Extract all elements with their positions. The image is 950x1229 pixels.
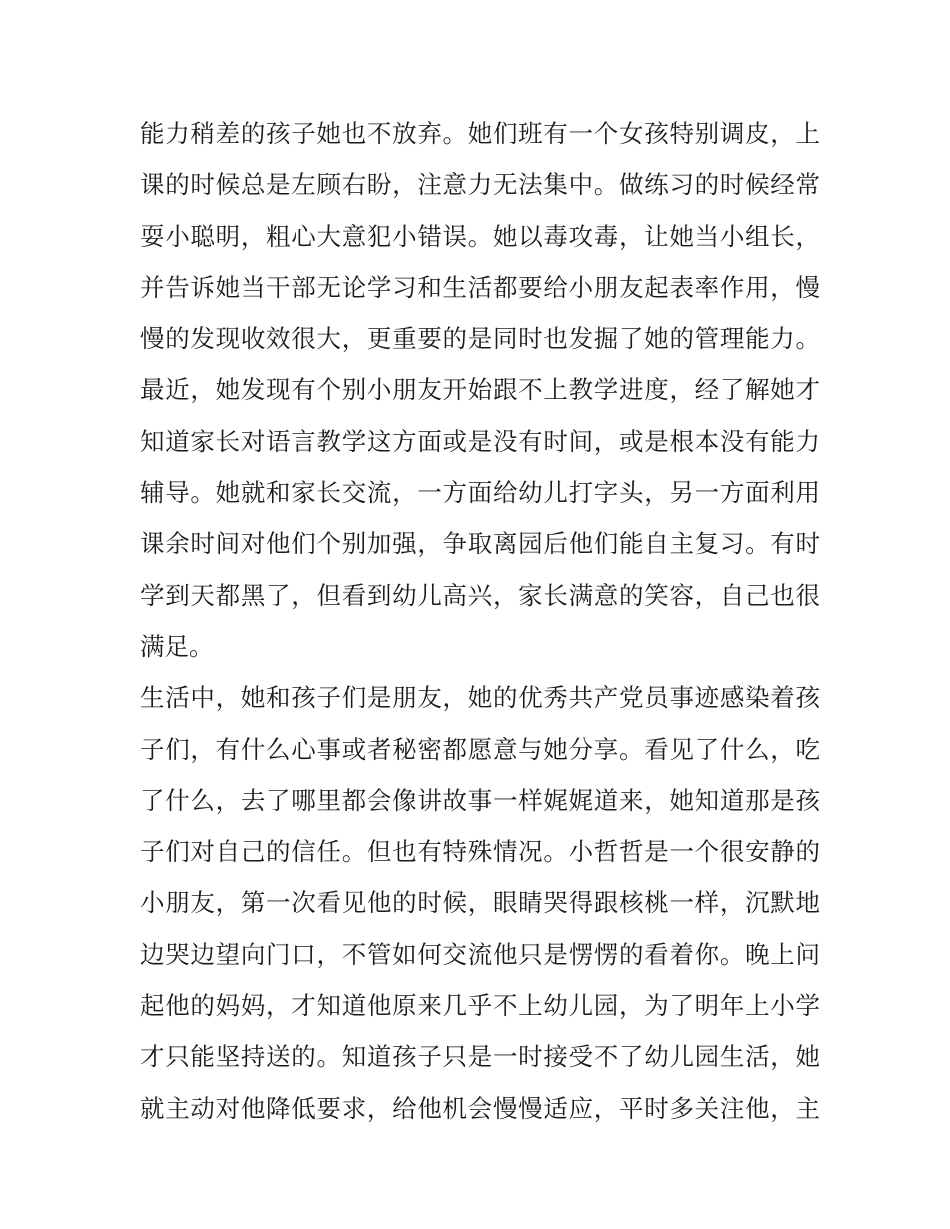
text-line: 耍小聪明，粗心大意犯小错误。她以毒攻毒，让她当小组长， <box>140 221 820 251</box>
text-line: 课余时间对他们个别加强，争取离园后他们能自主复习。有时 <box>140 529 820 559</box>
text-line: 课的时候总是左顾右盼，注意力无法集中。做练习的时候经常 <box>140 170 820 200</box>
text-line: 慢的发现收效很大，更重要的是同时也发掘了她的管理能力。 <box>140 324 820 354</box>
text-line: 小朋友，第一次看见他的时候，眼睛哭得跟核桃一样，沉默地 <box>140 888 820 918</box>
text-line: 子们对自己的信任。但也有特殊情况。小哲哲是一个很安静的 <box>140 837 820 867</box>
text-line: 能力稍差的孩子她也不放弃。她们班有一个女孩特别调皮，上 <box>140 119 820 148</box>
text-line: 生活中，她和孩子们是朋友，她的优秀共产党员事迹感染着孩 <box>140 683 820 713</box>
body-text <box>140 108 820 1134</box>
text-line: 才只能坚持送的。知道孩子只是一时接受不了幼儿园生活，她 <box>140 1042 820 1072</box>
text-line: 边哭边望向门口，不管如何交流他只是愣愣的看着你。晚上问 <box>140 939 820 969</box>
text-line: 知道家长对语言教学这方面或是没有时间，或是根本没有能力 <box>140 426 820 456</box>
text-line: 了什么，去了哪里都会像讲故事一样娓娓道来，她知道那是孩 <box>140 785 820 815</box>
text-line: 满足。 <box>140 631 214 661</box>
text-line: 学到天都黑了，但看到幼儿高兴，家长满意的笑容，自己也很 <box>140 580 820 610</box>
text-line: 起他的妈妈，才知道他原来几乎不上幼儿园，为了明年上小学 <box>140 991 820 1021</box>
text-line: 辅导。她就和家长交流，一方面给幼儿打字头，另一方面利用 <box>140 478 820 508</box>
text-line: 并告诉她当干部无论学习和生活都要给小朋友起表率作用，慢 <box>140 272 820 302</box>
text-line: 子们，有什么心事或者秘密都愿意与她分享。看见了什么，吃 <box>140 734 820 764</box>
text-line: 就主动对他降低要求，给他机会慢慢适应，平时多关注他，主 <box>140 1093 820 1123</box>
text-line: 最近，她发现有个别小朋友开始跟不上教学进度，经了解她才 <box>140 375 820 405</box>
